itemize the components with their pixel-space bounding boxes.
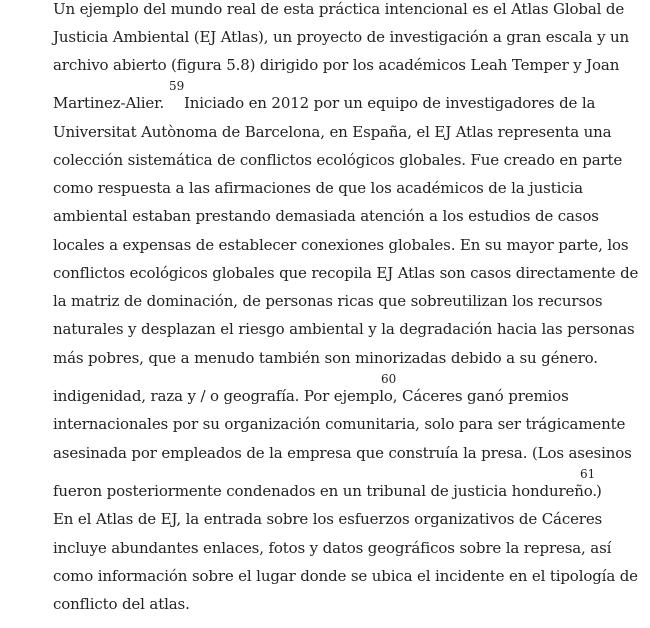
text-line: conflictos ecológicos globales que recopila EJ Atlas son casos directamente de xyxy=(53,264,639,282)
text-line: incluye abundantes enlaces, fotos y datos geográficos sobre la represa, así xyxy=(53,539,612,557)
text-line: internacionales por su organización comunitaria, solo para ser trágicamente xyxy=(53,415,626,433)
text-line: Justicia Ambiental (EJ Atlas), un proyecto de investigación a gran escala y un xyxy=(53,28,630,46)
text-line: como respuesta a las afirmaciones de que los académicos de la justicia xyxy=(53,179,583,197)
text-line: como información sobre el lugar donde se ubica el incidente en el tipología de xyxy=(53,567,638,585)
text-line: Cáceres ganó premios xyxy=(402,387,569,405)
text-line: Universitat Autònoma de Barcelona, en España, el EJ Atlas representa una xyxy=(53,123,612,141)
text-line: naturales y desplazan el riesgo ambiental y la degradación hacia las personas xyxy=(53,320,635,338)
text-line: conflicto del atlas. xyxy=(53,595,190,613)
text-line: más pobres, que a menudo también son minorizadas debido a su género. xyxy=(53,349,598,367)
text-line: Un ejemplo del mundo real de esta práctica intencional es el Atlas Global de xyxy=(53,0,625,18)
text-line: indigenidad, raza y / o geografía. Por ejemplo, xyxy=(53,387,398,405)
text-line: locales a expensas de establecer conexiones globales. En su mayor parte, los xyxy=(53,236,629,254)
text-line: ) xyxy=(596,482,602,500)
text-line: la matriz de dominación, de personas ricas que sobreutilizan los recursos xyxy=(53,292,603,310)
text-line: archivo abierto (figura 5.8) dirigido por los académicos Leah Temper y Joan xyxy=(53,56,620,74)
footnote-ref-61[interactable]: 61 xyxy=(580,467,596,481)
text-line: fueron posteriormente condenados en un tribunal de justicia hondureño. xyxy=(53,482,598,500)
text-line: asesinada por empleados de la empresa que construía la presa. (Los asesinos xyxy=(53,444,632,462)
footnote-ref-60[interactable]: 60 xyxy=(381,372,397,386)
footnote-ref-59[interactable]: 59 xyxy=(169,79,185,93)
text-line: Martinez-Alier. xyxy=(53,94,165,112)
text-line: Iniciado en 2012 por un equipo de investigadores de la xyxy=(184,94,596,112)
text-line: colección sistemática de conflictos ecológicos globales. Fue creado en parte xyxy=(53,151,623,169)
text-line: ambiental estaban prestando demasiada atención a los estudios de casos xyxy=(53,207,599,225)
text-line: En el Atlas de EJ, la entrada sobre los esfuerzos organizativos de Cáceres xyxy=(53,510,603,528)
